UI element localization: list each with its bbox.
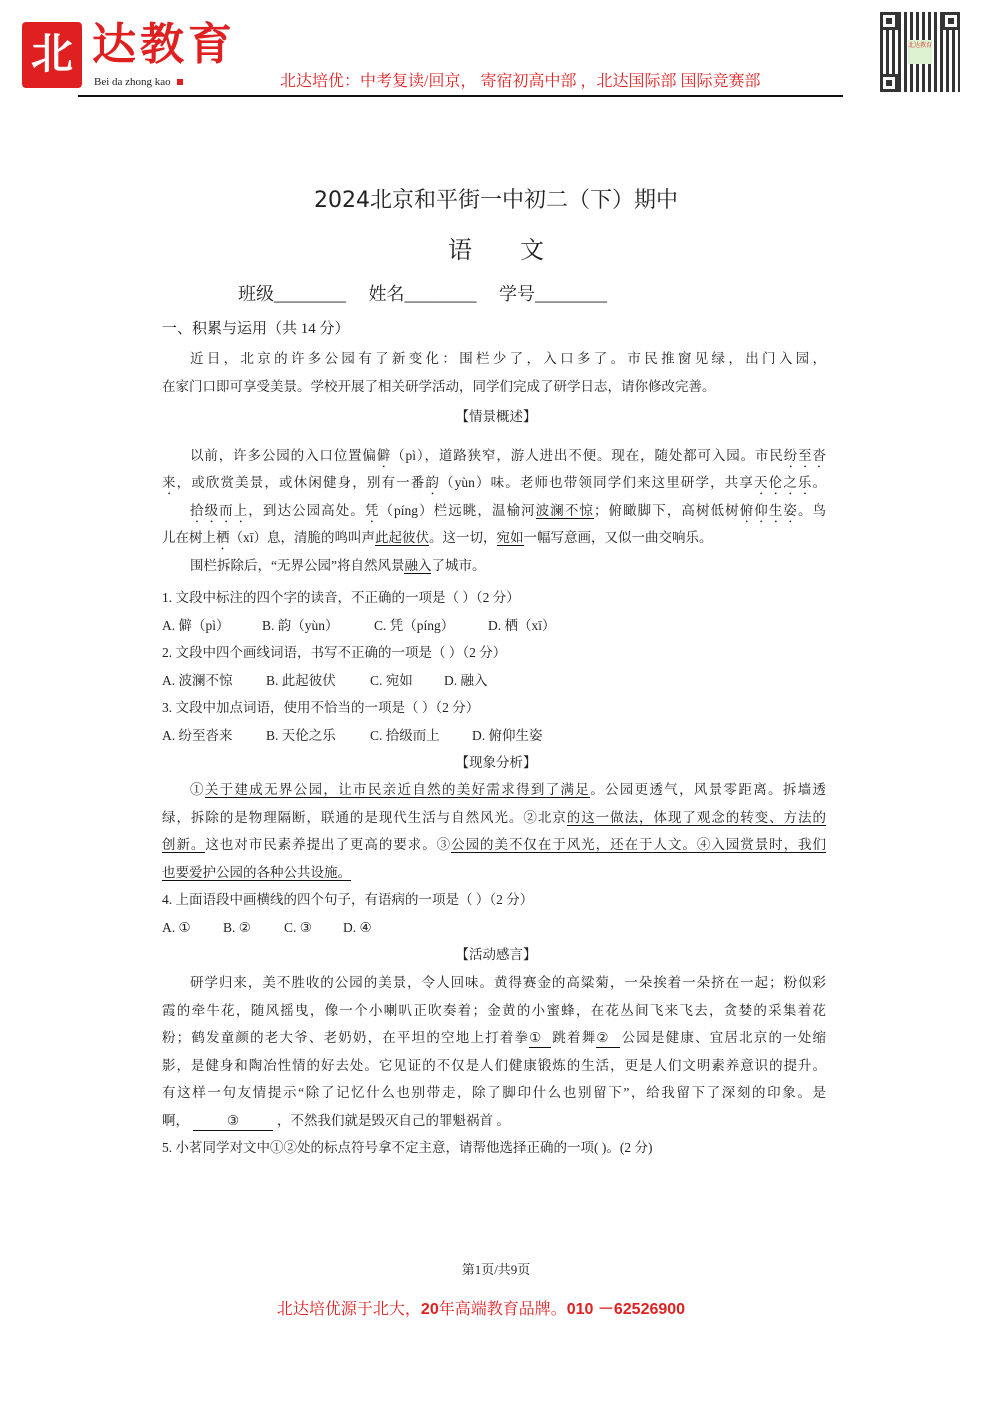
- text: （pì），道路狭窄，游人进出不便。现在，随处都可入园。市民: [391, 448, 784, 463]
- option-b[interactable]: B. 天伦之乐: [266, 728, 336, 743]
- text: 公园是健康、宜居北京的一处缩: [620, 1030, 827, 1045]
- dotted-char: 韵: [425, 475, 441, 490]
- student-info: [238, 282, 625, 306]
- text: ①: [190, 782, 205, 797]
- underlined-word: 融入: [404, 558, 432, 573]
- option-a[interactable]: A. 波澜不惊: [162, 673, 233, 688]
- passage-line: [162, 809, 826, 827]
- text: 啊，: [162, 1113, 189, 1128]
- logo-subtitle-text: Bei da zhong kao: [94, 76, 171, 88]
- blank-2[interactable]: ②: [596, 1029, 620, 1048]
- underlined-sentence: 公园的美不仅在于风光，还在于人文。④入园赏景时，我们: [451, 837, 827, 852]
- text: 一幅写意画，又似一曲交响乐。: [523, 530, 713, 545]
- blank-3[interactable]: ③: [193, 1112, 273, 1131]
- option-a[interactable]: A. 纷至沓来: [162, 728, 233, 743]
- dotted-word: 俯仰生姿: [739, 503, 798, 518]
- ad-years: 20: [420, 1301, 439, 1318]
- logo-square-icon: [177, 79, 183, 85]
- text: （yùn）味。老师也带领同学们来这里研学，共享: [440, 475, 755, 490]
- text: 。: [812, 475, 827, 490]
- ad-phone: 010 －62526900: [566, 1301, 686, 1318]
- dotted-word: 来: [162, 475, 177, 490]
- ad-text: 北达培优源于北大，: [276, 1301, 421, 1318]
- passage-line: [162, 781, 826, 799]
- text: 以前，许多公园的入口位置偏: [190, 448, 377, 463]
- passage-line: [162, 557, 826, 575]
- passage-line: [162, 836, 826, 854]
- subject-title: 语文: [448, 238, 592, 264]
- option-d[interactable]: D. 俯仰生姿: [472, 728, 543, 743]
- heading-scene: 【情景概述】: [455, 409, 537, 424]
- passage-line: 有这样一句友情提示“除了记忆什么也别带走，除了脚印什么也别留下”，给我留下了深刻的印象。是: [162, 1085, 826, 1100]
- text: ，到达公园高处。: [248, 503, 365, 518]
- blank-1[interactable]: ①: [529, 1029, 551, 1048]
- underlined-sentence: 关于建成无界公园，让市民亲近自然的美好需求得到了满足: [204, 782, 591, 797]
- text: （xī）息，清脆的鸣叫声: [229, 530, 376, 545]
- header-slogan: 北达培优：中考复读/回京， 寄宿初高中部 ，北达国际部 国际竞赛部: [280, 73, 761, 90]
- heading-reflection: 【活动感言】: [455, 947, 537, 962]
- passage-line: [162, 1112, 826, 1131]
- question-2-options: [162, 672, 826, 690]
- option-c[interactable]: C. ③: [284, 920, 312, 935]
- passage-line: [162, 529, 826, 553]
- dotted-word: 拾级而上: [190, 503, 249, 518]
- text: ；俯瞰脚下，高树低树: [593, 503, 740, 518]
- ad-text: 年高端教育品牌。: [438, 1301, 567, 1318]
- option-c[interactable]: C. 拾级而上: [370, 728, 440, 743]
- dotted-char: 凭: [364, 503, 380, 518]
- text: 儿在树上: [162, 530, 216, 545]
- text: 围栏拆除后，“无界公园”将自然风景: [190, 558, 405, 573]
- passage-line: 影，是健身和陶冶性情的好去处。它见证的不仅是人们健康锻炼的生活，更是人们文明素养意识的提升。: [162, 1058, 826, 1073]
- qr-code-icon: [880, 12, 960, 92]
- text: （píng）栏远眺，温榆河: [379, 503, 536, 518]
- text: 了城市。: [431, 558, 486, 573]
- question-5: 5. 小茗同学对文中①②处的标点符号拿不定主意，请帮他选择正确的一项( )。(2 分): [162, 1140, 653, 1155]
- underlined-word: 宛如: [496, 530, 524, 545]
- dotted-char: 僻: [376, 448, 392, 463]
- student-id-field[interactable]: 学号________: [499, 284, 607, 304]
- logo-subtitle: [94, 75, 183, 89]
- underlined-word: 此起彼伏: [375, 530, 430, 545]
- option-a[interactable]: A. ①: [162, 920, 191, 935]
- passage-line: [162, 1029, 826, 1048]
- question-1-options: [162, 617, 826, 635]
- question-4: 4. 上面语段中画横线的四个句子，有语病的一项是（ ）（2 分）: [162, 892, 534, 907]
- passage-line: [162, 447, 826, 471]
- underlined-sentence: 也要爱护公园的各种公共设施。: [162, 865, 351, 880]
- logo-text: 达教育: [92, 20, 236, 69]
- passage-line: 霞的牵牛花，随风摇曳，像一个小喇叭正吹奏着；金黄的小蜜蜂，在花丛间飞来飞去，贪婪的采集着花: [162, 1003, 826, 1018]
- question-2: 2. 文段中四个画线词语，书写不正确的一项是（ ）（2 分）: [162, 645, 507, 660]
- option-d[interactable]: D. 栖（xī）: [488, 618, 556, 633]
- page-number: 第1页/共9页: [461, 1262, 531, 1277]
- text: 。鸟: [797, 503, 827, 518]
- text: 跳着舞: [551, 1030, 597, 1045]
- underlined-word: 波澜不惊: [535, 503, 594, 518]
- text: 这也对市民素养提出了更高的要求。③: [205, 837, 452, 852]
- footer-ad: [0, 1299, 992, 1321]
- option-b[interactable]: B. 韵（yùn）: [262, 618, 339, 633]
- dotted-char: 栖: [216, 530, 230, 545]
- question-4-options: [162, 919, 826, 937]
- intro-line: 在家门口即可享受美景。学校开展了相关研学活动，同学们完成了研学日志，请你修改完善。: [162, 379, 716, 394]
- passage-line: [162, 864, 826, 882]
- dotted-word: 天伦之乐: [754, 475, 813, 490]
- passage-line: [162, 474, 826, 498]
- question-1: 1. 文段中标注的四个字的读音，不正确的一项是（ ）（2 分）: [162, 590, 520, 605]
- logo-mark: 北: [22, 22, 82, 88]
- intro-line: 近日，北京的许多公园有了新变化：围栏少了，入口多了。市民推窗见绿，出门入园，: [190, 351, 826, 366]
- option-b[interactable]: B. ②: [223, 920, 251, 935]
- class-field[interactable]: 班级________: [238, 284, 346, 304]
- text: 。这一切，: [429, 530, 497, 545]
- section-heading: 一、积累与运用（共 14 分）: [162, 321, 350, 337]
- text: ，或欣赏美景，或休闲健身，别有一番: [176, 475, 426, 490]
- text: ，不然我们就是毁灭自己的罪魁祸首 。: [277, 1113, 510, 1128]
- name-field[interactable]: 姓名________: [368, 284, 477, 304]
- text: 绿，拆除的是物理隔断，联通的是现代生活与自然风光。②北京: [162, 810, 567, 825]
- text: 。公园更透气，风景零距离。拆墙透: [590, 782, 827, 797]
- question-3: 3. 文段中加点词语，使用不恰当的一项是（ ）（2 分）: [162, 700, 480, 715]
- option-c[interactable]: C. 凭（píng）: [374, 618, 455, 633]
- text: 粉；鹤发童颜的老大爷、老奶奶，在平坦的空地上打着拳: [162, 1030, 530, 1045]
- option-b[interactable]: B. 此起彼伏: [266, 673, 336, 688]
- dotted-word: 纷至沓: [783, 448, 827, 463]
- page-title: 2024北京和平街一中初二（下）期中: [314, 188, 678, 213]
- qr-label: 北达教育: [908, 40, 932, 64]
- passage-line: 研学归来，美不胜收的公园的美景，令人回味。黄得赛金的高粱菊，一朵挨着一朵挤在一起；粉似彩: [190, 975, 826, 990]
- option-a[interactable]: A. 僻（pì）: [162, 618, 230, 633]
- underlined-sentence: 的这一做法，体现了观念的转变、方法的: [566, 810, 827, 825]
- question-3-options: [162, 727, 826, 745]
- option-d[interactable]: D. 融入: [444, 673, 488, 688]
- passage-line: [162, 502, 826, 526]
- option-c[interactable]: C. 宛如: [370, 673, 413, 688]
- underlined-sentence: 创新。: [162, 837, 206, 852]
- header-divider: [78, 95, 843, 97]
- option-d[interactable]: D. ④: [343, 920, 372, 935]
- heading-analysis: 【现象分析】: [455, 755, 537, 770]
